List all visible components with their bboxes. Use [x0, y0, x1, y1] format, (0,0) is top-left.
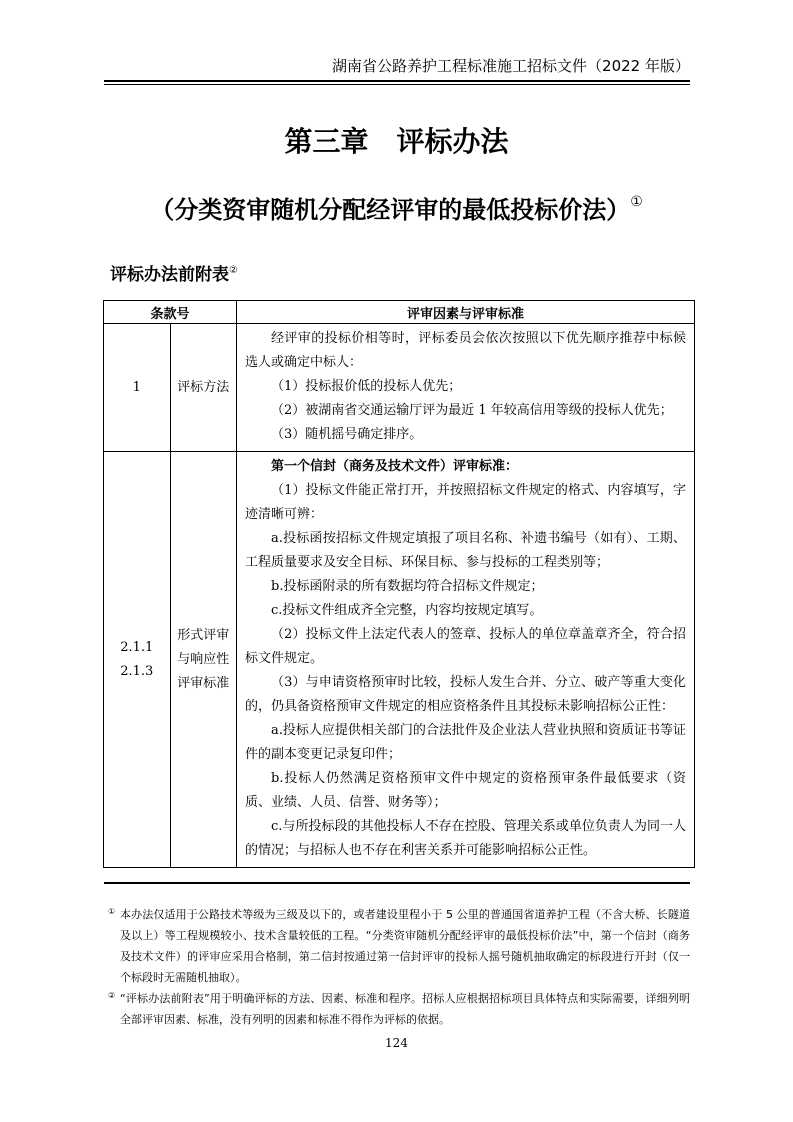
- criteria-paragraph: （1）投标文件能正常打开，并按照招标文件规定的格式、内容填写，字迹清晰可辨：: [245, 483, 686, 522]
- page-number: 124: [385, 1036, 408, 1050]
- clause-name-line: 形式评审: [177, 627, 230, 643]
- clause-code: 1: [132, 379, 141, 395]
- criteria-paragraph: c.与所投标段的其他投标人不存在控股、管理关系或单位负责人为同一人的情况；与招标人也不存在利害关系并可能影响招标公正性。: [245, 819, 686, 858]
- clause-name-cell: [170, 452, 237, 868]
- table-row: [104, 452, 695, 868]
- clause-name: 评标方法: [170, 324, 237, 452]
- criteria-paragraph: （3）随机摇号确定排序。: [271, 427, 423, 442]
- table-header-row: [104, 301, 695, 324]
- evaluation-table: [103, 300, 695, 868]
- clause-name-line: 评审标准: [177, 675, 230, 691]
- subtitle-text: （分类资审随机分配经评审的最低投标价法）: [150, 196, 631, 224]
- table-row: [104, 324, 695, 452]
- clause-code-cell: [104, 324, 171, 452]
- footnote-text: 本办法仅适用于公路技术等级为三级及以下的，或者建设里程小于 5 公里的普通国省道养护工程（不含大桥、长隧道及以上）等工程规模较小、技术含量较低的工程。“分类资审随机分配经评审的最低投标价法”中，第一个信封（商务及技术文件）的评审应采用合格制，第二信封按通过第一信封评审的投标人摇号随机抽取确定的标段进行开封（仅一个标段时无需随机抽取）。: [120, 908, 690, 984]
- criteria-paragraph: b.投标函附录的所有数据均符合招标文件规定；: [271, 579, 544, 594]
- section-title: [110, 260, 238, 285]
- header-clause-number: 条款号: [104, 301, 237, 324]
- clause-code: 2.1.3: [120, 663, 154, 679]
- section-title-text: 评标办法前附表: [110, 265, 229, 285]
- footnote-ref-2[interactable]: ②: [229, 265, 238, 276]
- footnote-separator: [104, 882, 690, 884]
- chapter-title: [0, 120, 793, 160]
- criteria-paragraph: c.投标文件组成齐全完整，内容均按规定填写。: [271, 603, 543, 618]
- criteria-cell: [237, 452, 695, 868]
- header-rule-thin: [104, 84, 690, 85]
- criteria-paragraph: 经评审的投标价相等时，评标委员会依次按照以下优先顺序推荐中标候选人或确定中标人：: [245, 331, 686, 370]
- footnote-ref-1[interactable]: ①: [630, 194, 643, 210]
- criteria-cell: [237, 324, 695, 452]
- header-rule-thick: [104, 80, 690, 82]
- clause-code: 2.1.1: [120, 639, 154, 655]
- chapter-name: 评标办法: [396, 125, 509, 158]
- running-header: 湖南省公路养护工程标准施工招标文件（2022 年版）: [332, 57, 690, 75]
- footnote-mark: ②: [108, 991, 116, 1000]
- chapter-subtitle: [0, 190, 793, 225]
- footnote-2: [108, 988, 690, 1030]
- header-criteria: 评审因素与评审标准: [237, 301, 695, 324]
- criteria-paragraph: （3）与申请资格预审时比较，投标人发生合并、分立、破产等重大变化的，仍具备资格预审文件规定的相应资格条件且其投标未影响招标公正性：: [245, 675, 686, 714]
- criteria-heading: 第一个信封（商务及技术文件）评审标准：: [271, 459, 519, 474]
- criteria-paragraph: b.投标人仍然满足资格预审文件中规定的资格预审条件最低要求（资质、业绩、人员、信誉、财务等）；: [245, 771, 686, 810]
- criteria-paragraph: （2）被湖南省交通运输厅评为最近 1 年较高信用等级的投标人优先；: [271, 403, 673, 418]
- footnote-1: [108, 904, 690, 988]
- criteria-paragraph: （2）投标文件上法定代表人的签章、投标人的单位章盖章齐全，符合招标文件规定。: [245, 627, 686, 666]
- criteria-paragraph: a.投标人应提供相关部门的合法批件及企业法人营业执照和资质证书等证件的副本变更记录复印件；: [245, 723, 686, 762]
- clause-name-line: 与响应性: [177, 651, 230, 667]
- chapter-number: 第三章: [284, 125, 369, 158]
- criteria-paragraph: （1）投标报价低的投标人优先；: [271, 379, 462, 394]
- footnotes: [108, 904, 690, 1030]
- footnote-text: “评标办法前附表”用于明确评标的方法、因素、标准和程序。招标人应根据招标项目具体特点和实际需要，详细列明全部评审因素、标准，没有列明的因素和标准不得作为评标的依据。: [120, 992, 690, 1026]
- criteria-paragraph: a.投标函按招标文件规定填报了项目名称、补遗书编号（如有）、工期、工程质量要求及安全目标、环保目标、参与投标的工程类别等；: [245, 531, 686, 570]
- footnote-mark: ①: [108, 907, 116, 916]
- clause-code-cell: [104, 452, 171, 868]
